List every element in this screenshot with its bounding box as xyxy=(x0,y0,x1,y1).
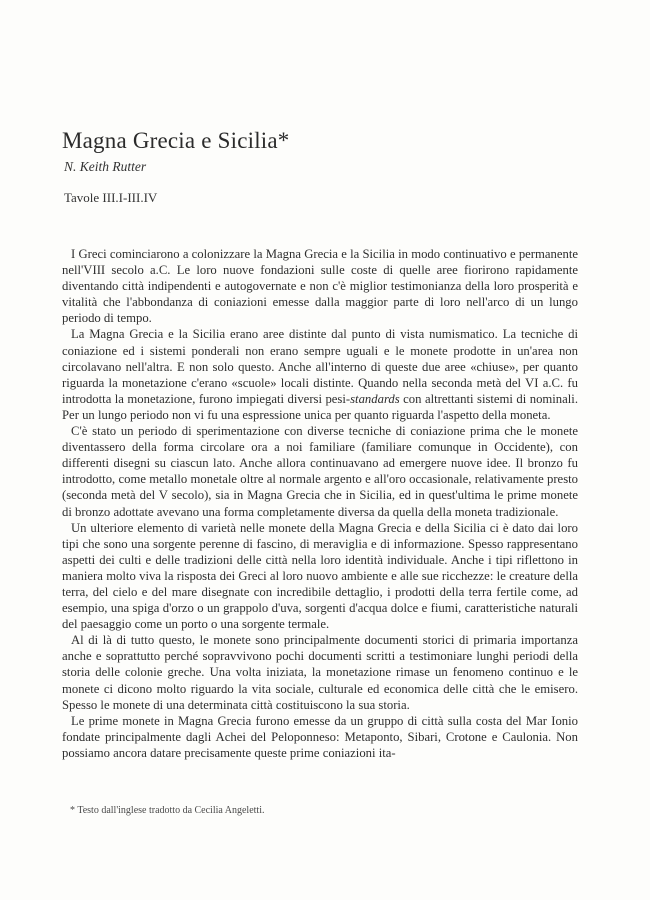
paragraph-5: Al di là di tutto questo, le monete sono principalmente documenti storici di primaria importanza anche e soprattutto perché sopravvivono pochi documenti scritti a testimoniare lunghi periodi della storia delle colonie greche. Una volta iniziata, la monetazione rimase un fenomeno continuo e le monete ci dicono molto riguardo la vita sociale, culturale ed economica delle città che le emisero. Spesso le monete di una determinata città costituiscono la sua storia. xyxy=(62,633,578,712)
paragraph-3: C'è stato un periodo di sperimentazione con diverse tecniche di coniazione prima che le monete diventassero della forma circolare ora a noi familiare (familiare comunque in Occidente), con differenti disegni su ciascun lato. Anche allora continuavano ad emergere nuove idee. Il bronzo fu introdotto, come metallo monetale oltre al normale argento e all'oro occasionale, relativamente presto (seconda metà del V secolo), sia in Magna Grecia che in Sicilia, ed in quest'ultima le prime monete di bronzo adottate avevano una forma completamente diversa da quella della moneta tradizionale. xyxy=(62,424,578,519)
plates-reference: Tavole III.I-III.IV xyxy=(64,190,158,205)
author-name: N. Keith Rutter xyxy=(64,159,147,174)
body-text xyxy=(62,246,578,761)
footnote: * Testo dall'inglese tradotto da Cecilia Angeletti. xyxy=(70,805,265,816)
paragraph-2: La Magna Grecia e la Sicilia erano aree distinte dal punto di vista numismatico. La tecniche di coniazione ed i sistemi ponderali non erano sempre uguali e le monete prodotte in un'area non circolavano nell'altra. E non solo questo. Anche all'interno di queste due aree «chiuse», per quanto riguarda la monetazione c'erano «scuole» locali distinte. Quando nella seconda metà del VI a.C. fu introdotta la monetazione, furono impiegati diversi pesi-standards con altrettanti sistemi di nominali. Per un lungo periodo non vi fu una espressione unica per quanto riguarda l'aspetto della moneta. xyxy=(62,327,578,422)
paragraph-6: Le prime monete in Magna Grecia furono emesse da un gruppo di città sulla costa del Mar Ionio fondate principalmente dagli Achei del Peloponneso: Metaponto, Sibari, Crotone e Caulonia. Non possiamo ancora datare precisamente queste prime coniazioni ita- xyxy=(62,713,578,760)
paragraph-4: Un ulteriore elemento di varietà nelle monete della Magna Grecia e della Sicilia ci è dato dai loro tipi che sono una sorgente perenne di fascino, di meraviglia e di informazione. Spesso rappresentano aspetti dei culti e delle tradizioni delle città nella loro identità individuale. Anche i tipi riflettono in maniera molto viva la risposta dei Greci al loro nuovo ambiente e alle sue ricchezze: le creature della terra, del cielo e del mare disegnate con incredibile dettaglio, i prodotti della terra fertile come, ad esempio, una spiga d'orzo o un grappolo d'uva, sorgenti d'acqua dolce e fiumi, caratteristiche naturali del paesaggio come un porto o una sorgente termale. xyxy=(62,520,578,632)
paragraph-1: I Greci cominciarono a colonizzare la Magna Grecia e la Sicilia in modo continuativo e permanente nell'VIII secolo a.C. Le loro nuove fondazioni sulle coste di quelle aree fiorirono rapidamente diventando città indipendenti e autogovernate e non c'è miglior testimonianza della loro prosperità e vitalità che l'abbondanza di coniazioni emesse dalla maggior parte di loro nell'arco di un lungo periodo di tempo. xyxy=(62,247,578,326)
chapter-title: Magna Grecia e Sicilia* xyxy=(62,128,290,153)
